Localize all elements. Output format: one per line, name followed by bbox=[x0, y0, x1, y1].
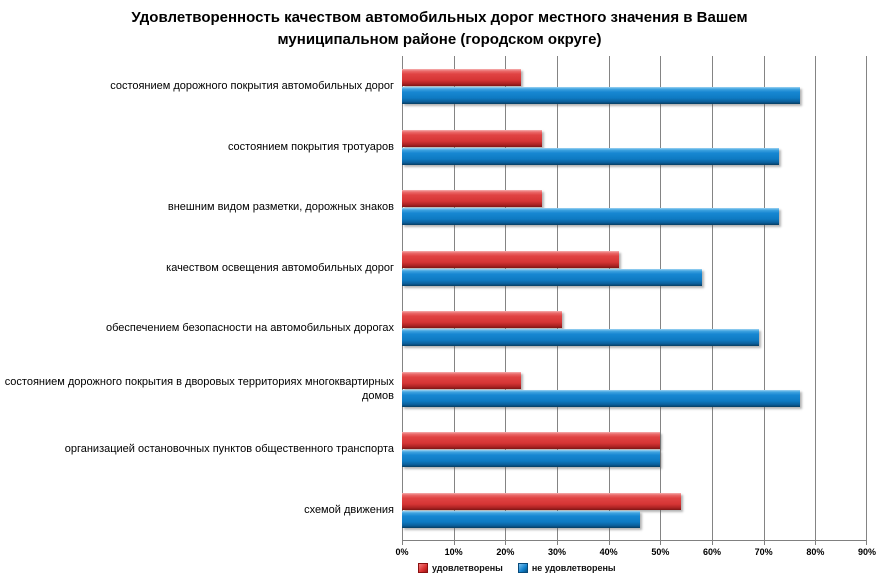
x-tick-label: 60% bbox=[702, 547, 721, 557]
gridline bbox=[557, 56, 558, 540]
x-tick-mark bbox=[815, 541, 816, 545]
category-label: организацией остановочных пунктов общественного транспорта bbox=[64, 443, 394, 456]
legend-label-satisfied: удовлетворены bbox=[432, 563, 503, 573]
x-tick-label: 20% bbox=[496, 547, 515, 557]
category-label: обеспечением безопасности на автомобильных дорогах bbox=[106, 322, 394, 335]
x-tick-mark bbox=[505, 541, 506, 545]
x-tick-label: 40% bbox=[599, 547, 618, 557]
bar-satisfied bbox=[402, 432, 660, 449]
legend-swatch-satisfied-icon bbox=[418, 563, 428, 573]
category-label: состоянием дорожного покрытия в дворовых территориях многоквартирных домов bbox=[4, 375, 394, 402]
bar-satisfied bbox=[402, 69, 521, 86]
x-tick-label: 50% bbox=[651, 547, 670, 557]
gridline bbox=[660, 56, 661, 540]
x-tick-label: 80% bbox=[806, 547, 825, 557]
bar-not-satisfied bbox=[402, 329, 759, 346]
category-label: состоянием покрытия тротуаров bbox=[227, 140, 394, 153]
bar-not-satisfied bbox=[402, 208, 779, 225]
category-label: внешним видом разметки, дорожных знаков bbox=[167, 201, 394, 214]
x-tick-mark bbox=[454, 541, 455, 545]
x-tick-label: 0% bbox=[395, 547, 409, 557]
x-tick-mark bbox=[764, 541, 765, 545]
bar-satisfied bbox=[402, 372, 521, 389]
legend-label-not-satisfied: не удовлетворены bbox=[531, 563, 616, 573]
legend-item-satisfied bbox=[418, 563, 503, 573]
bar-not-satisfied bbox=[402, 511, 640, 528]
legend-item-not-satisfied bbox=[518, 563, 616, 573]
bar-not-satisfied bbox=[402, 390, 800, 407]
bar-satisfied bbox=[402, 311, 562, 328]
gridline bbox=[712, 56, 713, 540]
x-tick-mark bbox=[609, 541, 610, 545]
x-tick-mark bbox=[557, 541, 558, 545]
bar-satisfied bbox=[402, 493, 681, 510]
x-tick-label: 10% bbox=[444, 547, 463, 557]
gridline bbox=[764, 56, 765, 540]
x-tick-mark bbox=[712, 541, 713, 545]
bar-not-satisfied bbox=[402, 269, 702, 286]
bar-not-satisfied bbox=[402, 148, 779, 165]
legend-swatch-not-satisfied-icon bbox=[518, 563, 528, 573]
category-label: качеством освещения автомобильных дорог bbox=[166, 261, 394, 274]
category-label: состоянием дорожного покрытия автомобильных дорог bbox=[110, 80, 394, 93]
x-tick-label: 70% bbox=[754, 547, 773, 557]
legend bbox=[418, 563, 616, 573]
category-label: схемой движения bbox=[304, 503, 394, 516]
x-tick-mark bbox=[402, 541, 403, 545]
category-axis bbox=[0, 56, 394, 540]
bar-satisfied bbox=[402, 130, 542, 147]
gridline bbox=[815, 56, 816, 540]
gridline bbox=[866, 56, 867, 540]
bar-not-satisfied bbox=[402, 450, 660, 467]
x-tick-label: 90% bbox=[857, 547, 877, 557]
bar-not-satisfied bbox=[402, 87, 800, 104]
gridline bbox=[609, 56, 610, 540]
x-axis bbox=[395, 541, 877, 563]
x-tick-mark bbox=[866, 541, 867, 545]
bar-satisfied bbox=[402, 190, 542, 207]
bar-satisfied bbox=[402, 251, 619, 268]
plot-area bbox=[402, 56, 867, 541]
x-tick-mark bbox=[660, 541, 661, 545]
x-tick-label: 30% bbox=[547, 547, 566, 557]
chart-title: Удовлетворенность качеством автомобильных дорог местного значения в Вашем муниципальном районе (городском округе) bbox=[131, 9, 748, 48]
